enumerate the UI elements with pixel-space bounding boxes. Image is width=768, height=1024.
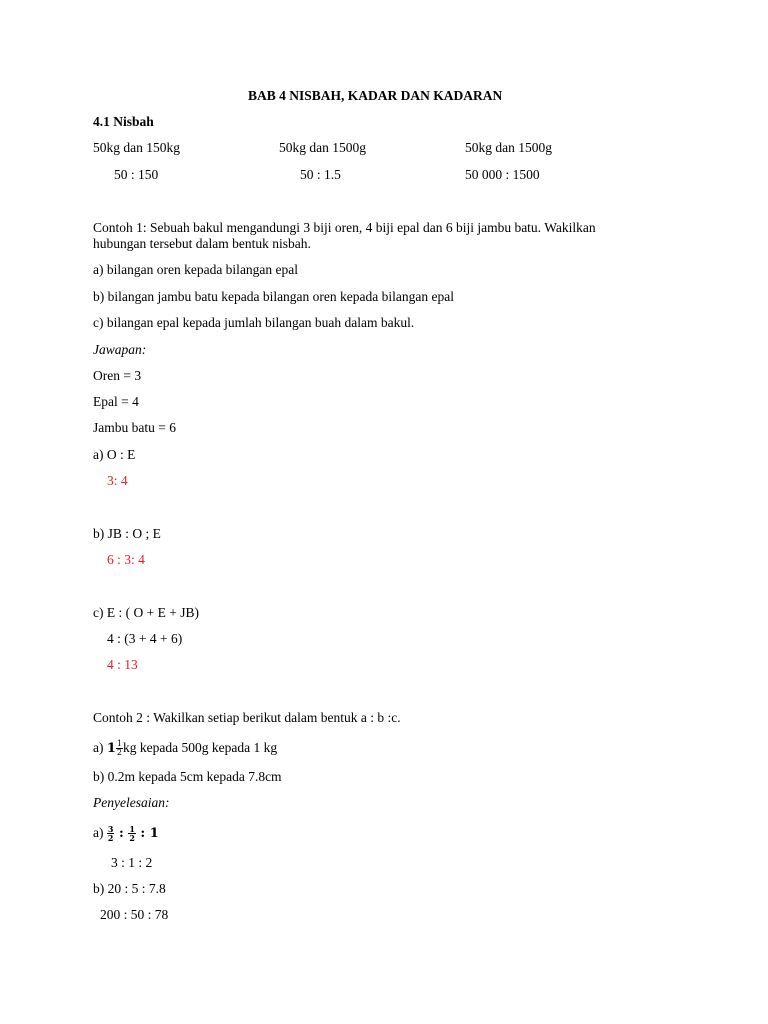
solution-a-fraction-2 — [128, 825, 136, 842]
contoh2-intro: Contoh 2 : Wakilkan setiap berikut dalam bentuk a : b :c. — [93, 710, 401, 725]
given-epal: Epal = 4 — [93, 394, 139, 409]
answer-c-expression: c) E : ( O + E + JB) — [93, 605, 199, 620]
contoh2-question-a — [93, 737, 277, 760]
contoh1-intro-line1: Contoh 1: Sebuah bakul mengandungi 3 biji oren, 4 biji epal dan 6 biji jambu batu. Wakilkan — [93, 220, 596, 235]
given-oren: Oren = 3 — [93, 368, 142, 383]
answer-a-expression: a) O : E — [93, 447, 136, 462]
fraction-numerator: 3 — [107, 824, 114, 835]
contoh1-intro-line2: hubungan tersebut dalam bentuk nisbah. — [93, 236, 311, 251]
fraction-numerator: 1 — [116, 739, 123, 749]
mixed-number-whole: 1 — [106, 741, 116, 756]
fraction-denominator: 2 — [129, 833, 135, 844]
contoh2-solution-label: Penyelesaian: — [93, 795, 170, 810]
contoh1-answer-label: Jawapan: — [93, 342, 147, 357]
answer-c-result: 4 : 13 — [107, 657, 138, 672]
contoh1-question-c: c) bilangan epal kepada jumlah bilangan buah dalam bakul. — [93, 315, 415, 330]
contoh2-question-b: b) 0.2m kepada 5cm kepada 7.8cm — [93, 769, 282, 784]
section-heading: 4.1 Nisbah — [93, 114, 154, 129]
solution-a-expression — [93, 822, 159, 845]
answer-b-result: 6 : 3: 4 — [107, 552, 145, 567]
answer-a-result: 3: 4 — [107, 473, 128, 488]
answer-b-expression: b) JB : O ; E — [93, 526, 161, 541]
ratio-example-2-ratio: 50 : 1.5 — [300, 167, 341, 182]
contoh1-question-a: a) bilangan oren kepada bilangan epal — [93, 262, 299, 277]
fraction-denominator: 2 — [116, 748, 123, 758]
ratio-example-3-ratio: 50 000 : 1500 — [465, 167, 540, 182]
solution-a-prefix: a) — [93, 825, 107, 840]
ratio-example-1-units: 50kg dan 150kg — [93, 140, 180, 155]
fraction-numerator: 1 — [129, 824, 135, 835]
given-jambu-batu: Jambu batu = 6 — [93, 420, 176, 435]
contoh2-question-a-suffix: kg kepada 500g kepada 1 kg — [123, 740, 278, 755]
contoh2-question-a-prefix: a) — [93, 740, 107, 755]
contoh1-question-b: b) bilangan jambu batu kepada bilangan oren kepada bilangan epal — [93, 289, 454, 304]
solution-b-result: 200 : 50 : 78 — [100, 907, 169, 922]
mixed-number-fraction — [116, 740, 123, 757]
solution-a-tail: : 1 — [135, 826, 159, 841]
solution-a-result: 3 : 1 : 2 — [111, 855, 153, 870]
chapter-heading: BAB 4 NISBAH, KADAR DAN KADARAN — [248, 88, 503, 103]
ratio-example-3-units: 50kg dan 1500g — [465, 140, 552, 155]
ratio-example-2-units: 50kg dan 1500g — [279, 140, 366, 155]
solution-b-expression: b) 20 : 5 : 7.8 — [93, 881, 166, 896]
solution-a-colon-1: : — [114, 826, 129, 841]
fraction-denominator: 2 — [107, 833, 114, 844]
answer-c-step: 4 : (3 + 4 + 6) — [107, 631, 183, 646]
ratio-example-1-ratio: 50 : 150 — [114, 167, 159, 182]
